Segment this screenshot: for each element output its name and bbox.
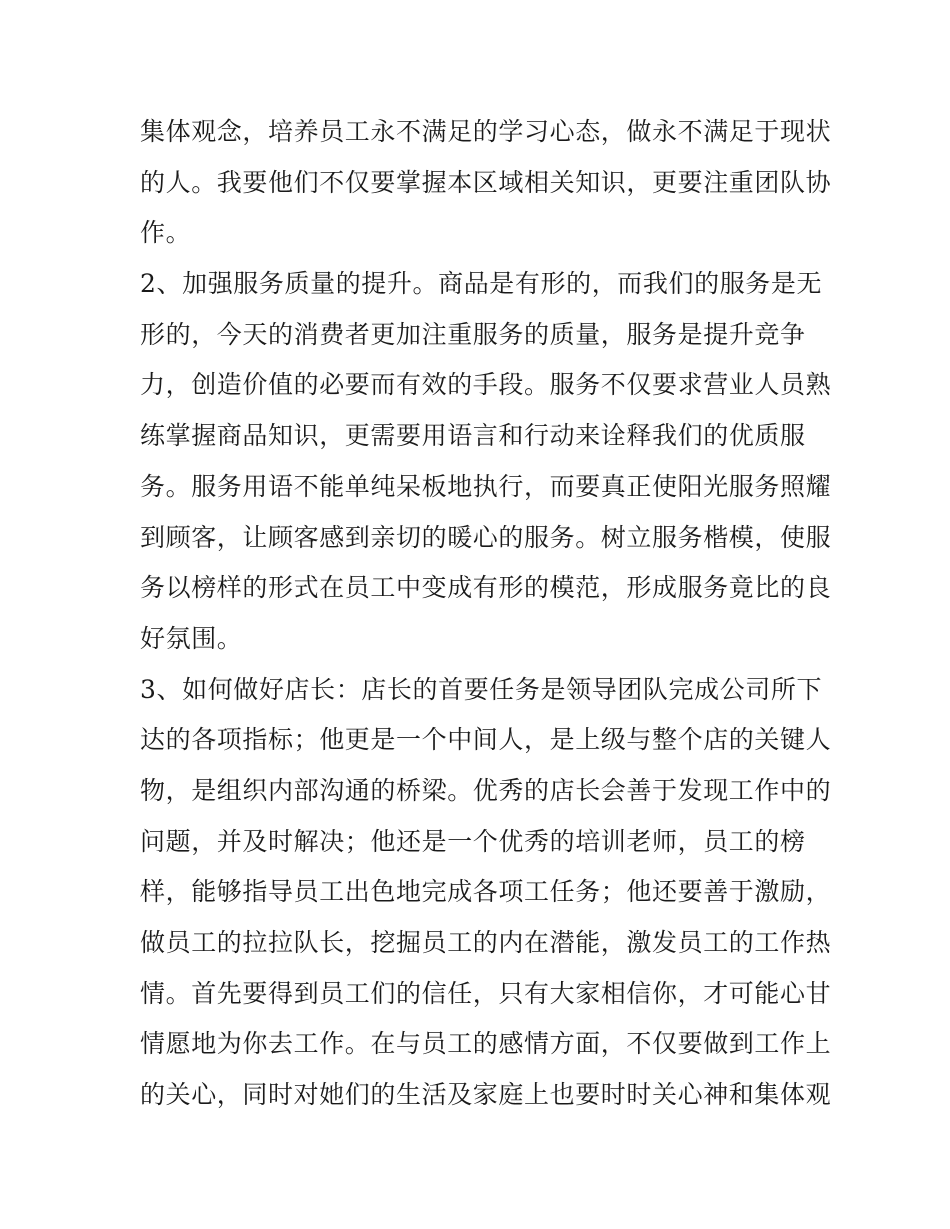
text-line: 物，是组织内部沟通的桥梁。优秀的店长会善于发现工作中的	[140, 775, 832, 805]
text-line: 形的，今天的消费者更加注重服务的质量，服务是提升竞争	[140, 319, 806, 349]
text-line: 情愿地为你去工作。在与员工的感情方面，不仅要做到工作上	[140, 1029, 832, 1059]
text-line: 问题，并及时解决；他还是一个优秀的培训老师，员工的榜	[140, 826, 806, 856]
text-line: 练掌握商品知识，更需要用语言和行动来诠释我们的优质服	[140, 421, 806, 451]
text-line: 好氛围。	[140, 623, 243, 653]
text-line: 务。服务用语不能单纯呆板地执行，而要真正使阳光服务照耀	[140, 471, 832, 501]
text-line: 务以榜样的形式在员工中变成有形的模范，形成服务竟比的良	[140, 573, 832, 603]
body-text	[140, 107, 832, 1121]
text-line: 做员工的拉拉队长，挖掘员工的内在潜能，激发员工的工作热	[140, 928, 832, 957]
text-line: 作。	[140, 218, 192, 248]
text-line: 到顾客，让顾客感到亲切的暖心的服务。树立服务楷模，使服	[140, 522, 832, 552]
text-line: 3、如何做好店长：店长的首要任务是领导团队完成公司所下	[140, 674, 823, 704]
text-line: 情。首先要得到员工们的信任，只有大家相信你，才可能心甘	[140, 978, 832, 1008]
text-line: 样，能够指导员工出色地完成各项工任务；他还要善于激励，	[140, 877, 832, 907]
text-line: 集体观念，培养员工永不满足的学习心态，做永不满足于现状	[140, 117, 832, 146]
text-line: 的人。我要他们不仅要掌握本区域相关知识，更要注重团队协	[140, 167, 832, 197]
text-line: 的关心，同时对她们的生活及家庭上也要时时关心神和集体观	[140, 1080, 832, 1110]
text-line: 力，创造价值的必要而有效的手段。服务不仅要求营业人员熟	[140, 370, 832, 400]
text-line: 达的各项指标；他更是一个中间人，是上级与整个店的关键人	[140, 725, 832, 755]
text-line: 2、加强服务质量的提升。商品是有形的，而我们的服务是无	[140, 269, 823, 299]
